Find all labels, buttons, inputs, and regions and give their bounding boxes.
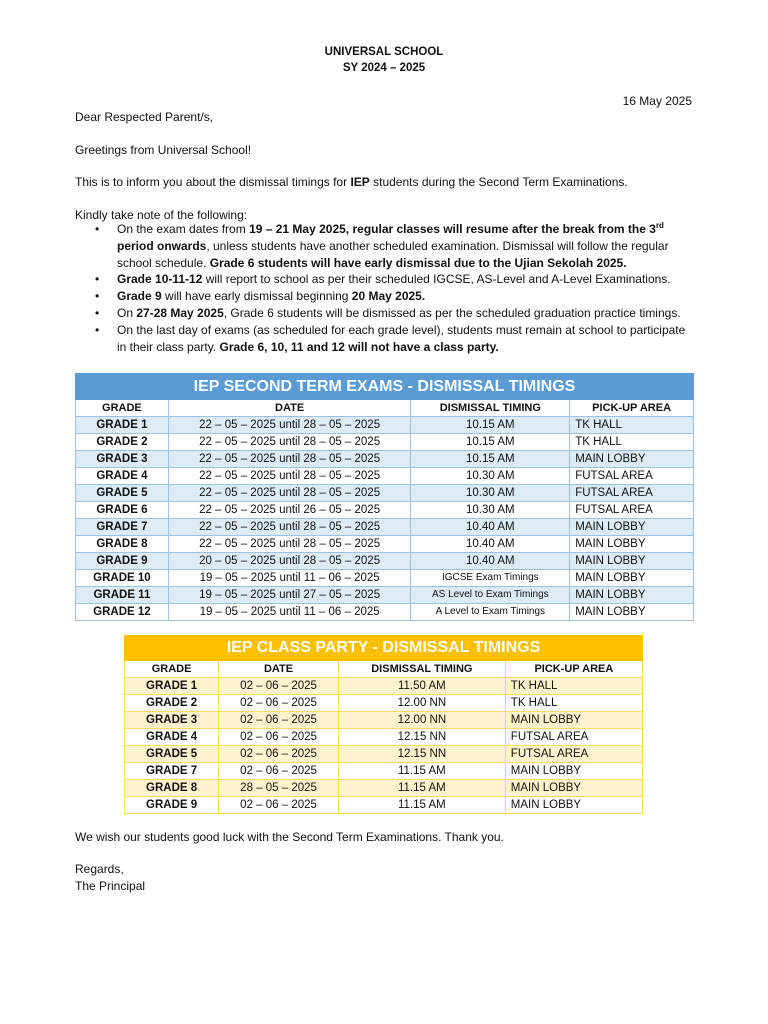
party-table-title: IEP CLASS PARTY - DISMISSAL TIMINGS <box>125 636 643 661</box>
table-row <box>76 485 694 502</box>
pickup-cell: MAIN LOBBY <box>570 604 694 621</box>
timing-cell: 12.00 NN <box>338 695 505 712</box>
timing-cell: 10.40 AM <box>411 536 570 553</box>
timing-cell: 12.15 NN <box>338 729 505 746</box>
timing-cell: 12.00 NN <box>338 712 505 729</box>
table-row <box>76 587 694 604</box>
pickup-cell: MAIN LOBBY <box>570 587 694 604</box>
date-cell: 22 – 05 – 2025 until 26 – 05 – 2025 <box>168 502 411 519</box>
table-row <box>125 729 643 746</box>
grade-cell: GRADE 4 <box>76 468 169 485</box>
grade-cell: GRADE 6 <box>76 502 169 519</box>
date-cell: 02 – 06 – 2025 <box>219 695 339 712</box>
exam-table-title: IEP SECOND TERM EXAMS - DISMISSAL TIMINGS <box>76 374 694 400</box>
timing-cell: A Level to Exam Timings <box>411 604 570 621</box>
table-row <box>125 746 643 763</box>
pickup-cell: MAIN LOBBY <box>570 570 694 587</box>
grade-cell: GRADE 3 <box>76 451 169 468</box>
note-intro: Kindly take note of the following: <box>75 208 248 222</box>
pickup-cell: FUTSAL AREA <box>570 485 694 502</box>
school-year: SY 2024 – 2025 <box>342 62 426 74</box>
date-cell: 28 – 05 – 2025 <box>219 780 339 797</box>
grade-cell: GRADE 10 <box>76 570 169 587</box>
school-name: UNIVERSAL SCHOOL <box>324 46 444 58</box>
table-row <box>76 604 694 621</box>
timing-cell: 10.15 AM <box>411 434 570 451</box>
closing-line: We wish our students good luck with the Second Term Examinations. Thank you. <box>75 830 504 844</box>
date-cell: 22 – 05 – 2025 until 28 – 05 – 2025 <box>168 451 411 468</box>
timing-cell: 11.15 AM <box>338 763 505 780</box>
table-row <box>125 763 643 780</box>
date-cell: 22 – 05 – 2025 until 28 – 05 – 2025 <box>168 519 411 536</box>
pickup-cell: MAIN LOBBY <box>505 712 642 729</box>
pickup-cell: TK HALL <box>570 434 694 451</box>
date-cell: 22 – 05 – 2025 until 28 – 05 – 2025 <box>168 485 411 502</box>
date-cell: 02 – 06 – 2025 <box>219 712 339 729</box>
letter-date: 16 May 2025 <box>622 94 692 108</box>
list-item: • On the last day of exams (as scheduled for each grade level), students must remain at school to participate in their class party. Grade 6, 10, 11 and 12 will not have a class party. <box>95 322 686 354</box>
intro-paragraph <box>75 174 695 190</box>
intro-text-end: students during the Second Term Examinations. <box>369 175 628 189</box>
pickup-cell: MAIN LOBBY <box>570 519 694 536</box>
pickup-cell: FUTSAL AREA <box>570 468 694 485</box>
signature: The Principal <box>75 879 146 893</box>
exam-dismissal-table <box>75 373 694 621</box>
table-row <box>76 570 694 587</box>
date-cell: 02 – 06 – 2025 <box>219 678 339 695</box>
regards: Regards, <box>75 862 124 876</box>
list-item: • On 27-28 May 2025, Grade 6 students will be dismissed as per the scheduled graduation practice timings. <box>95 305 681 320</box>
timing-cell: 10.30 AM <box>411 485 570 502</box>
table-row <box>76 451 694 468</box>
party-dismissal-table <box>124 635 643 814</box>
grade-cell: GRADE 7 <box>76 519 169 536</box>
pickup-cell: MAIN LOBBY <box>570 553 694 570</box>
grade-cell: GRADE 12 <box>76 604 169 621</box>
timing-cell: 11.50 AM <box>338 678 505 695</box>
timing-cell: AS Level to Exam Timings <box>411 587 570 604</box>
date-cell: 22 – 05 – 2025 until 28 – 05 – 2025 <box>168 536 411 553</box>
bullet-icon: • <box>95 305 100 320</box>
grade-cell: GRADE 2 <box>76 434 169 451</box>
table-row <box>125 695 643 712</box>
table-row <box>76 519 694 536</box>
timing-cell: 10.30 AM <box>411 502 570 519</box>
column-header-pickup: PICK-UP AREA <box>570 400 694 417</box>
table-row <box>76 553 694 570</box>
pickup-cell: FUTSAL AREA <box>505 746 642 763</box>
timing-cell: 10.15 AM <box>411 417 570 434</box>
timing-cell: 12.15 NN <box>338 746 505 763</box>
timing-cell: 11.15 AM <box>338 797 505 814</box>
timing-cell: 10.40 AM <box>411 553 570 570</box>
grade-cell: GRADE 8 <box>76 536 169 553</box>
intro-bold: IEP <box>350 175 370 189</box>
grade-cell: GRADE 5 <box>125 746 219 763</box>
pickup-cell: MAIN LOBBY <box>570 451 694 468</box>
notes-list <box>75 221 695 355</box>
pickup-cell: FUTSAL AREA <box>570 502 694 519</box>
grade-cell: GRADE 5 <box>76 485 169 502</box>
date-cell: 19 – 05 – 2025 until 27 – 05 – 2025 <box>168 587 411 604</box>
bullet-icon: • <box>95 272 100 287</box>
list-item: • Grade 10-11-12 will report to school as per their scheduled IGCSE, AS-Level and A-Level Examinations. <box>95 272 671 287</box>
list-item: • Grade 9 will have early dismissal beginning 20 May 2025. <box>95 289 426 304</box>
date-cell: 19 – 05 – 2025 until 11 – 06 – 2025 <box>168 570 411 587</box>
grade-cell: GRADE 2 <box>125 695 219 712</box>
pickup-cell: TK HALL <box>505 695 642 712</box>
table-row <box>76 502 694 519</box>
date-cell: 22 – 05 – 2025 until 28 – 05 – 2025 <box>168 468 411 485</box>
grade-cell: GRADE 11 <box>76 587 169 604</box>
pickup-cell: TK HALL <box>570 417 694 434</box>
timing-cell: IGCSE Exam Timings <box>411 570 570 587</box>
date-cell: 19 – 05 – 2025 until 11 – 06 – 2025 <box>168 604 411 621</box>
date-cell: 02 – 06 – 2025 <box>219 797 339 814</box>
intro-text: This is to inform you about the dismissal timings for <box>75 175 351 189</box>
table-row <box>76 536 694 553</box>
column-header-date: DATE <box>168 400 411 417</box>
pickup-cell: FUTSAL AREA <box>505 729 642 746</box>
date-cell: 02 – 06 – 2025 <box>219 746 339 763</box>
grade-cell: GRADE 9 <box>76 553 169 570</box>
greeting: Greetings from Universal School! <box>75 143 252 157</box>
grade-cell: GRADE 9 <box>125 797 219 814</box>
date-cell: 02 – 06 – 2025 <box>219 729 339 746</box>
bullet-icon: • <box>95 289 100 304</box>
column-header-grade: GRADE <box>125 661 219 678</box>
bullet-icon: • <box>95 222 100 236</box>
table-row <box>76 417 694 434</box>
pickup-cell: MAIN LOBBY <box>570 536 694 553</box>
pickup-cell: MAIN LOBBY <box>505 780 642 797</box>
grade-cell: GRADE 3 <box>125 712 219 729</box>
column-header-grade: GRADE <box>76 400 169 417</box>
bullet-icon: • <box>95 322 100 337</box>
timing-cell: 11.15 AM <box>338 780 505 797</box>
column-header-timing: DISMISSAL TIMING <box>338 661 505 678</box>
table-row <box>125 797 643 814</box>
date-cell: 20 – 05 – 2025 until 28 – 05 – 2025 <box>168 553 411 570</box>
table-row <box>125 678 643 695</box>
date-cell: 22 – 05 – 2025 until 28 – 05 – 2025 <box>168 417 411 434</box>
column-header-date: DATE <box>219 661 339 678</box>
pickup-cell: MAIN LOBBY <box>505 763 642 780</box>
timing-cell: 10.40 AM <box>411 519 570 536</box>
grade-cell: GRADE 7 <box>125 763 219 780</box>
table-row <box>125 780 643 797</box>
table-row <box>76 468 694 485</box>
date-cell: 02 – 06 – 2025 <box>219 763 339 780</box>
table-row <box>125 712 643 729</box>
timing-cell: 10.15 AM <box>411 451 570 468</box>
column-header-timing: DISMISSAL TIMING <box>411 400 570 417</box>
column-header-pickup: PICK-UP AREA <box>505 661 642 678</box>
date-cell: 22 – 05 – 2025 until 28 – 05 – 2025 <box>168 434 411 451</box>
grade-cell: GRADE 1 <box>125 678 219 695</box>
pickup-cell: MAIN LOBBY <box>505 797 642 814</box>
list-item: • On the exam dates from 19 – 21 May 2025, regular classes will resume after the break from the 3rd period onwards, unless students have another scheduled examination. Dismissal will follow the regular school schedule. Grade 6 students will have early dismissal due to the Ujian Sekolah 2025. <box>95 221 669 270</box>
grade-cell: GRADE 1 <box>76 417 169 434</box>
timing-cell: 10.30 AM <box>411 468 570 485</box>
grade-cell: GRADE 8 <box>125 780 219 797</box>
letter-header <box>0 44 768 76</box>
pickup-cell: TK HALL <box>505 678 642 695</box>
grade-cell: GRADE 4 <box>125 729 219 746</box>
table-row <box>76 434 694 451</box>
salutation: Dear Respected Parent/s, <box>75 110 214 124</box>
